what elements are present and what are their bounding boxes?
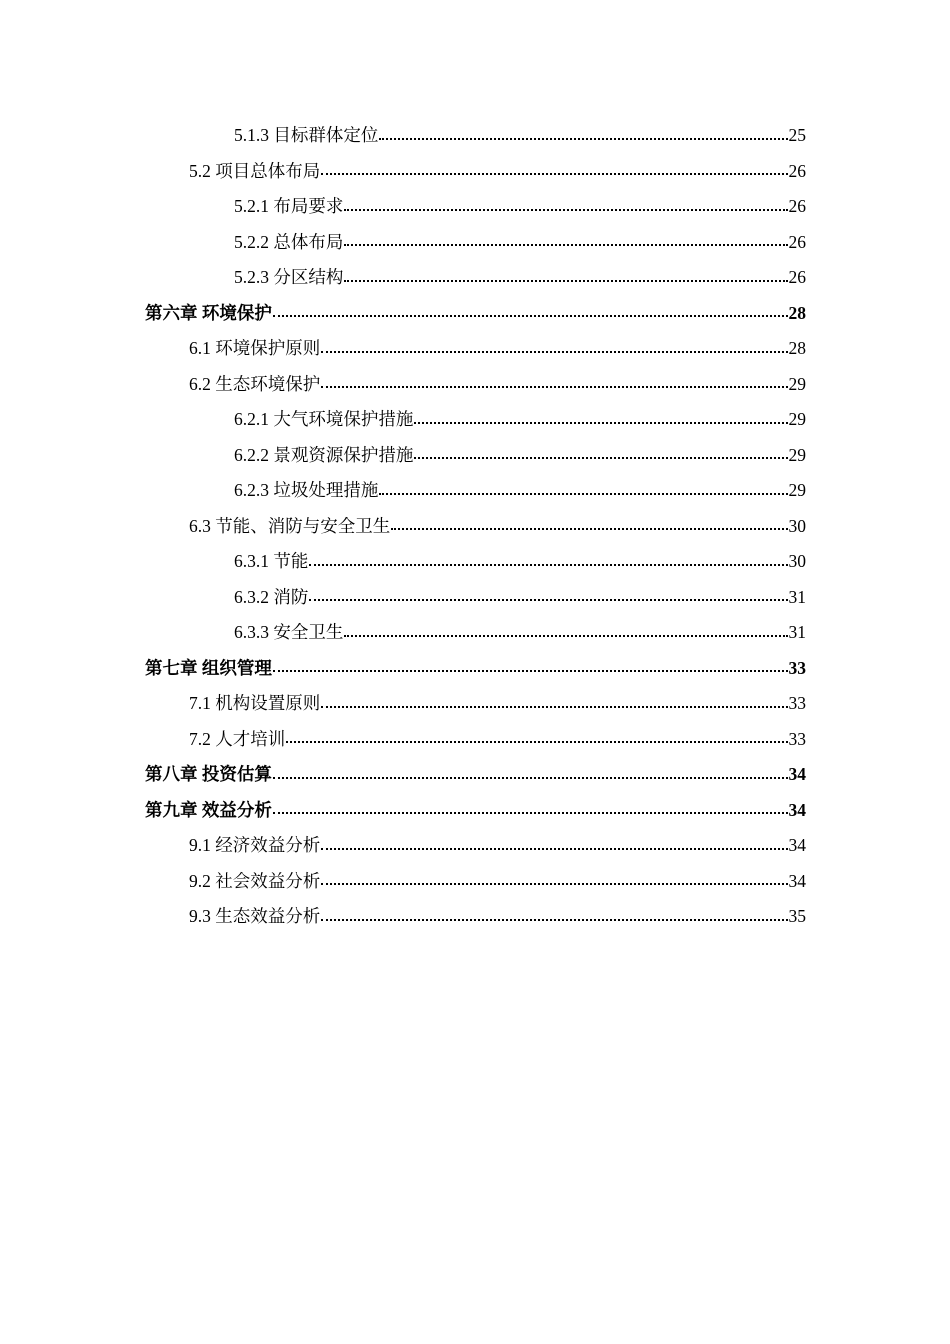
- toc-entry-title: 6.3.3 安全卫生: [234, 622, 344, 642]
- toc-entry-page: 33: [788, 657, 806, 678]
- toc-entry-page: 26: [788, 231, 806, 252]
- toc-entry-title: 5.2 项目总体布局: [189, 160, 321, 181]
- toc-dot-leader: [344, 244, 787, 246]
- toc-entry[interactable]: [145, 686, 806, 722]
- toc-entry-page: 33: [788, 693, 806, 713]
- toc-chapter-entry[interactable]: [145, 651, 806, 687]
- toc-entry-page: 34: [788, 835, 806, 855]
- toc-dot-leader: [273, 812, 788, 814]
- toc-entry[interactable]: [145, 615, 806, 651]
- toc-entry-title: 第九章 效益分析: [145, 799, 272, 820]
- toc-entry[interactable]: [145, 509, 806, 545]
- toc-entry[interactable]: [145, 580, 806, 616]
- toc-entry[interactable]: [145, 402, 806, 438]
- toc-dot-leader: [321, 919, 787, 921]
- toc-dot-leader: [414, 457, 787, 459]
- toc-entry-title: 5.2.1 布局要求: [234, 196, 344, 216]
- toc-dot-leader: [414, 422, 787, 424]
- toc-entry[interactable]: [145, 154, 806, 190]
- toc-entry[interactable]: [145, 544, 806, 580]
- toc-dot-leader: [321, 848, 787, 850]
- toc-dot-leader: [309, 564, 787, 566]
- toc-entry[interactable]: [145, 331, 806, 367]
- toc-entry-title: 5.2.2 总体布局: [234, 231, 344, 252]
- toc-dot-leader: [391, 528, 787, 530]
- toc-entry-page: 33: [788, 728, 806, 749]
- toc-entry-page: 34: [788, 764, 806, 784]
- toc-entry-title: 第八章 投资估算: [145, 764, 272, 784]
- toc-entry-title: 7.1 机构设置原则: [189, 693, 321, 713]
- toc-entry-page: 30: [788, 515, 806, 536]
- toc-entry[interactable]: [145, 118, 806, 154]
- toc-entry-title: 第七章 组织管理: [145, 657, 272, 678]
- toc-entry-page: 31: [788, 622, 806, 642]
- toc-entry[interactable]: [145, 367, 806, 403]
- toc-chapter-entry[interactable]: [145, 757, 806, 793]
- toc-dot-leader: [321, 706, 787, 708]
- table-of-contents: [145, 118, 806, 935]
- toc-dot-leader: [321, 173, 787, 175]
- toc-dot-leader: [344, 209, 787, 211]
- toc-entry-page: 25: [788, 125, 806, 145]
- toc-entry-title: 6.1 环境保护原则: [189, 338, 321, 358]
- toc-entry[interactable]: [145, 438, 806, 474]
- toc-entry-title: 9.2 社会效益分析: [189, 870, 321, 891]
- toc-entry-title: 6.3 节能、消防与安全卫生: [189, 515, 391, 536]
- toc-dot-leader: [321, 883, 787, 885]
- toc-dot-leader: [273, 777, 788, 779]
- toc-dot-leader: [273, 670, 788, 672]
- toc-dot-leader: [321, 351, 787, 353]
- toc-entry-title: 6.2 生态环境保护: [189, 373, 321, 394]
- toc-chapter-entry[interactable]: [145, 296, 806, 332]
- toc-entry-title: 5.1.3 目标群体定位: [234, 125, 379, 145]
- toc-entry-title: 6.3.1 节能: [234, 551, 309, 571]
- toc-dot-leader: [344, 635, 787, 637]
- toc-entry-title: 6.2.1 大气环境保护措施: [234, 409, 414, 429]
- toc-entry[interactable]: [145, 899, 806, 935]
- toc-entry-page: 28: [788, 302, 806, 323]
- toc-entry-page: 26: [788, 160, 806, 181]
- toc-entry-title: 9.1 经济效益分析: [189, 835, 321, 855]
- toc-entry-page: 30: [788, 551, 806, 571]
- toc-entry-title: 6.2.3 垃圾处理措施: [234, 480, 379, 500]
- toc-entry[interactable]: [145, 722, 806, 758]
- toc-entry[interactable]: [145, 473, 806, 509]
- toc-entry-title: 7.2 人才培训: [189, 728, 286, 749]
- toc-entry-page: 29: [788, 373, 806, 394]
- toc-entry-page: 35: [788, 906, 806, 926]
- toc-entry-title: 9.3 生态效益分析: [189, 906, 321, 926]
- toc-chapter-entry[interactable]: [145, 793, 806, 829]
- toc-entry-page: 29: [788, 444, 806, 465]
- toc-entry-page: 31: [788, 586, 806, 607]
- toc-entry-title: 5.2.3 分区结构: [234, 267, 344, 287]
- toc-entry-title: 6.3.2 消防: [234, 586, 309, 607]
- toc-entry-page: 28: [788, 338, 806, 358]
- toc-entry-page: 29: [788, 480, 806, 500]
- toc-entry[interactable]: [145, 189, 806, 225]
- toc-dot-leader: [321, 386, 787, 388]
- toc-entry-title: 第六章 环境保护: [145, 302, 272, 323]
- toc-entry-title: 6.2.2 景观资源保护措施: [234, 444, 414, 465]
- toc-dot-leader: [286, 741, 787, 743]
- toc-entry-page: 26: [788, 267, 806, 287]
- toc-entry[interactable]: [145, 260, 806, 296]
- toc-entry-page: 29: [788, 409, 806, 429]
- toc-dot-leader: [379, 493, 787, 495]
- toc-dot-leader: [344, 280, 787, 282]
- toc-entry-page: 34: [788, 870, 806, 891]
- toc-entry[interactable]: [145, 864, 806, 900]
- toc-dot-leader: [379, 138, 787, 140]
- toc-entry[interactable]: [145, 828, 806, 864]
- toc-entry-page: 34: [788, 799, 806, 820]
- toc-dot-leader: [273, 315, 788, 317]
- toc-dot-leader: [309, 599, 787, 601]
- toc-entry-page: 26: [788, 196, 806, 216]
- toc-entry[interactable]: [145, 225, 806, 261]
